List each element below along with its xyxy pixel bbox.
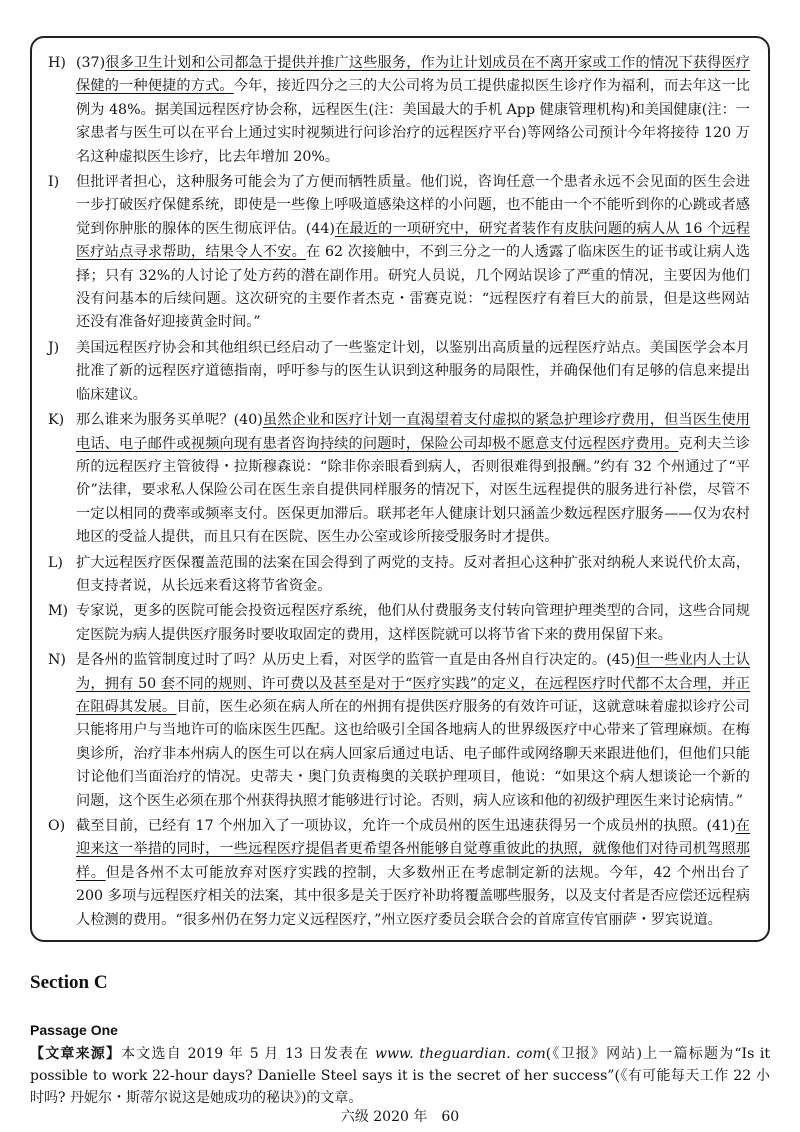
paragraph-text	[76, 649, 750, 813]
section-title: Section C	[30, 972, 108, 993]
paragraph	[48, 171, 750, 335]
paragraph-label: K)	[48, 412, 65, 429]
text-segment: 那么谁来为服务买单呢？(40)	[76, 412, 263, 429]
paragraph-label: I)	[48, 174, 60, 191]
text-segment: 克利夫兰诊所的远程医疗主管彼得・拉斯穆森说：“除非你亲眼看到病人，否则很难得到报酬。”约有 32 个州通过了“平价”法律，要求私人保险公司在医生亲自提供同样服务的情况下，对医生远程提供的服务进行补偿，尽管不一定以相同的费率或频率支付。医保更加滞后。联邦老年人健康计划只涵盖少数远程医疗服务——仅为农村地区的受益人提供，而且只有在医院、医生办公室或诊所接受服务时才提供。	[76, 435, 750, 546]
source-text-pre: 本文选自 2019 年 5 月 13 日发表在	[121, 1046, 375, 1062]
paragraph	[48, 815, 750, 932]
paragraph-text	[76, 171, 750, 335]
text-segment: 截至目前，已经有 17 个州加入了一项协议，允许一个成员州的医生迅速获得另一个成员州的执照。(41)	[76, 818, 736, 834]
paragraph-text	[76, 337, 750, 407]
paragraph	[48, 600, 750, 647]
source-tag: 【文章来源】	[30, 1046, 122, 1062]
source-text-post: (《卫报》网站)上一篇标题为“Is it possible to work 22-hour days? Danielle Steel says it is the secret of her success”(《有可能每天工作 22 小时吗? 丹妮尔・斯蒂尔说这是她成功的秘诀》)的文章。	[30, 1046, 770, 1106]
paragraph-label: L)	[48, 554, 63, 571]
text-segment: 扩大远程医疗医保覆盖范围的法案在国会得到了两党的支持。反对者担心这种扩张对纳税人来说代价太高，但支持者说，从长远来看这将节省资金。	[76, 554, 750, 594]
text-segment: 美国远程医疗协会和其他组织已经启动了一些鉴定计划，以鉴别出高质量的远程医疗站点。美国医学会本月批准了新的远程医疗道德指南，呼吁参与的医生认识到这种服务的局限性，并确保他们有足够的信息来提出临床建议。	[76, 339, 750, 403]
text-segment: 在 62 次接触中，不到三分之一的人透露了临床医生的证书或让病人选择；只有 32%的人讨论了处方药的潜在副作用。研究人员说，几个网站误诊了严重的情况，主要因为他们没有问基本的后续问题。这次研究的主要作者杰克・雷赛克说：“远程医疗有着巨大的前景，但是这些网站还没有准备好迎接黄金时间。”	[76, 244, 750, 331]
page-footer: 六级 2020 年 60	[340, 1109, 460, 1125]
article-source	[30, 1043, 770, 1109]
paragraph-label: N)	[48, 652, 66, 669]
text-segment: 今年，接近四分之三的大公司将为员工提供虚拟医生诊疗作为福利，而去年这一比例为 48%。据美国远程医疗协会称，远程医生(注：美国最大的手机 App 健康管理机构)和美国健康(注：一家患者与医生可以在平台上通过实时视频进行问诊治疗的远程医疗平台)等网络公司预计今年将接待 120 万名这种虚拟医生诊疗，比去年增加 20%。	[76, 78, 750, 165]
underlined-answer-segment: 在最近的一项研究中，研究者装作有皮肤问题的病人从 16 个远程医疗站点寻求帮助，结果令人不安。	[76, 220, 750, 261]
underlined-answer-segment: 在迎来这一举措的同时，一些远程医疗提倡者更希望各州能够自觉尊重彼此的执照，就像他们对待司机驾照那样。	[76, 818, 750, 881]
underlined-answer-segment: 虽然企业和医疗计划一直渴望着支付虚拟的紧急护理诊疗费用，但当医生使用电话、电子邮件或视频向现有患者咨询持续的问题时，保险公司却极不愿意支付远程医疗费用。	[76, 412, 750, 452]
paragraph	[48, 409, 750, 549]
translation-box	[30, 36, 770, 942]
text-segment: 专家说，更多的医院可能会投资远程医疗系统，他们从付费服务支付转向管理护理类型的合同，这些合同规定医院为病人提供医疗服务时要收取固定的费用，这样医院就可以将节省下来的费用保留下来。	[76, 603, 750, 643]
text-segment: 但是各州不太可能放弃对医疗实践的控制，大多数州正在考虑制定新的法规。今年，42 个州出台了 200 多项与远程医疗相关的法案，其中很多是关于医疗补助将覆盖哪些服务，以及支付者是否应偿还远程病人检测的费用。“很多州仍在努力定义远程医疗，”州立医疗委员会联合会的首席宣传官丽萨・罗宾说道。	[76, 864, 750, 928]
text-segment: 是各州的监管制度过时了吗？从历史上看，对医学的监管一直是由各州自行决定的。(45)	[76, 652, 636, 669]
paragraph-label: J)	[48, 339, 60, 356]
paragraph-text	[76, 409, 750, 549]
source-site: www. theguardian. com	[374, 1046, 546, 1062]
passage-title: Passage One	[30, 1022, 118, 1038]
underlined-answer-segment: 但一些业内人士认为，拥有 50 套不同的规则、许可费以及甚至是对于“医疗实践”的定义，在远程医疗时代都不太合理，并正在阻碍其发展。	[76, 652, 750, 715]
text-segment: 目前，医生必须在病人所在的州拥有提供医疗服务的有效许可证，这就意味着虚拟诊疗公司只能将用户与当地许可的临床医生匹配。这也给吸引全国各地病人的世界级医疗中心带来了管理麻烦。在梅奥诊所，治疗非本州病人的医生可以在病人回家后通过电话、电子邮件或网络聊天来跟进他们，但他们只能讨论他们当面治疗的情况。史蒂夫・奥门负责梅奥的关联护理项目，他说：“如果这个病人想谈论一个新的问题，这个医生必须在那个州获得执照才能够进行讨论。否则，病人应该和他的初级护理医生来讨论病情。”	[76, 698, 750, 809]
paragraph-text	[76, 815, 750, 932]
paragraph-label: H)	[48, 55, 66, 71]
paragraph-label: O)	[48, 818, 66, 834]
paragraph-text	[76, 552, 750, 599]
paragraph	[48, 52, 750, 169]
paragraph	[48, 552, 750, 599]
underlined-answer-segment: 很多卫生计划和公司都急于提供并推广这些服务，作为让计划成员在不离开家或工作的情况下获得医疗保健的一种便捷的方式。	[76, 55, 750, 95]
paragraph-text	[76, 52, 750, 169]
text-segment: (37)	[76, 55, 106, 71]
paragraph-label: M)	[48, 603, 69, 620]
paragraph	[48, 337, 750, 407]
text-segment: 但批评者担心，这种服务可能会为了方便而牺牲质量。他们说，咨询任意一个患者永远不会见面的医生会进一步打破医疗保健系统，即使是一些像上呼吸道感染这样的小问题，也不能由一个不能听到你的心跳或者感觉到你肿胀的腺体的医生彻底评估。(44)	[76, 174, 750, 237]
paragraph-text	[76, 600, 750, 647]
paragraph	[48, 649, 750, 813]
